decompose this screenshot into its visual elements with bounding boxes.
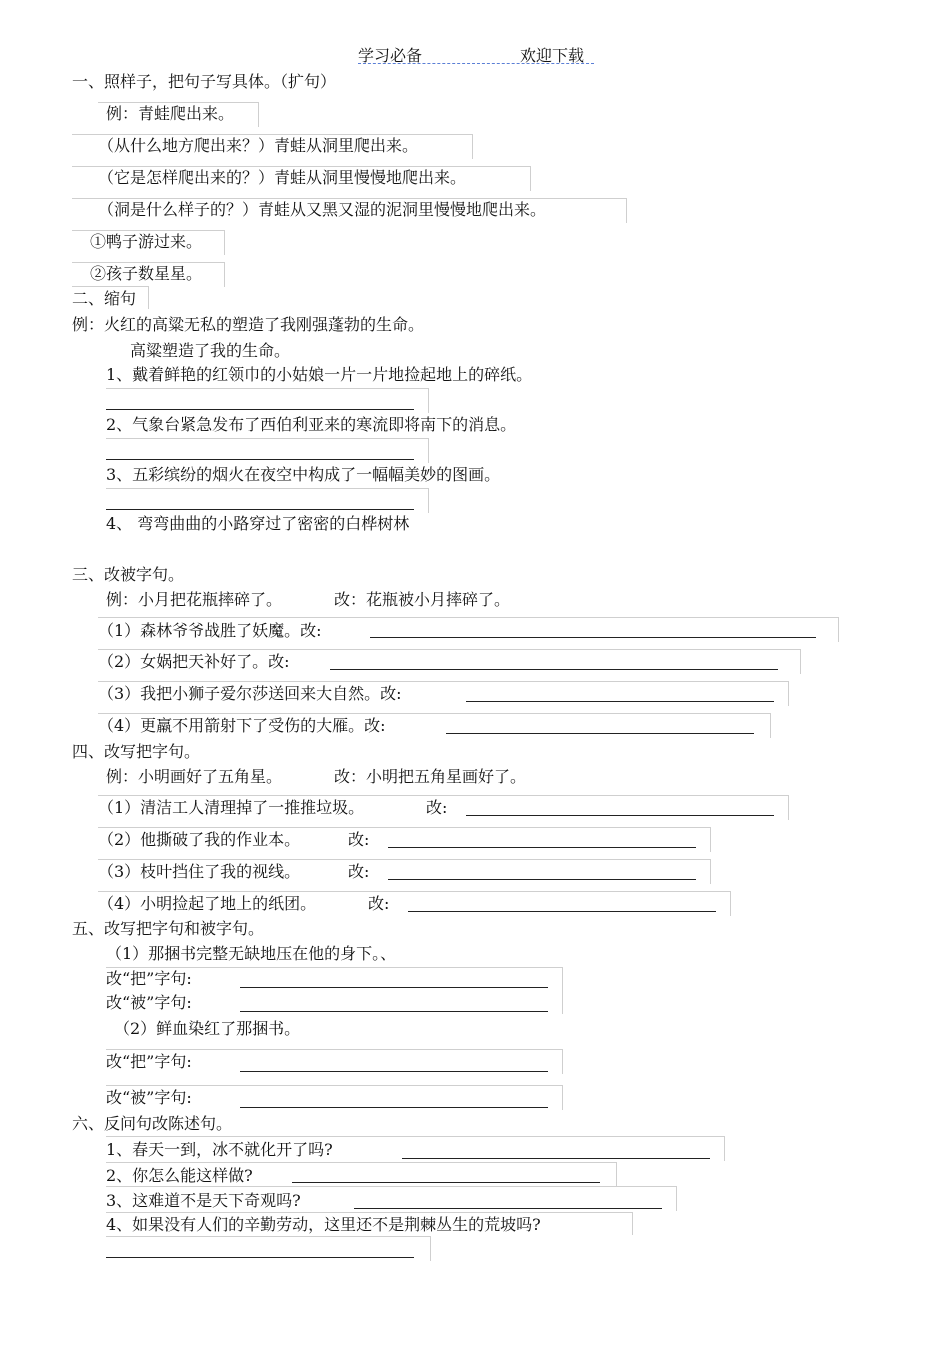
gai-label: 改: [426, 798, 448, 817]
s2-question-1: 1、戴着鲜艳的红领巾的小姑娘一片一片地捡起地上的碎纸。 [106, 365, 533, 384]
answer-line[interactable] [106, 509, 414, 510]
answer-line[interactable] [388, 847, 696, 848]
s6-question-1: 1、春天一到，冰不就化开了吗? [106, 1140, 333, 1159]
answer-line[interactable] [466, 815, 774, 816]
answer-line[interactable] [388, 879, 696, 880]
answer-line[interactable] [466, 701, 774, 702]
bei-label: 改“被”字句: [106, 1088, 192, 1107]
section-5-title: 五、改写把字句和被字句。 [72, 919, 265, 938]
s4-question-2: （2）他撕破了我的作业本。 [98, 830, 301, 849]
answer-line[interactable] [330, 669, 778, 670]
s4-question-4: （4）小明捡起了地上的纸团。 [98, 894, 317, 913]
s2-example-answer: 高粱塑造了我的生命。 [130, 341, 291, 360]
answer-line[interactable] [106, 409, 414, 410]
s1-example: 例：青蛙爬出来。 [106, 104, 235, 123]
s4-example-answer: 改：小明把五角星画好了。 [334, 767, 527, 786]
s3-question-2: （2）女娲把天补好了。改: [98, 652, 290, 671]
gai-label: 改: [348, 830, 370, 849]
answer-line[interactable] [240, 987, 548, 988]
header-left: 学习必备 [358, 46, 423, 65]
s6-question-4: 4、如果没有人们的辛勤劳动，这里还不是荆棘丛生的荒坡吗? [106, 1215, 541, 1234]
s5-question-1: （1）那捆书完整无缺地压在他的身下。、 [106, 944, 397, 963]
page-header [358, 43, 594, 64]
s1-question-2: ②孩子数星星。 [90, 264, 203, 283]
s4-question-1: （1）清洁工人清理掉了一推推垃圾。 [98, 798, 365, 817]
answer-line[interactable] [370, 637, 816, 638]
s2-question-4: 4、 弯弯曲曲的小路穿过了密密的白桦树林 [106, 514, 410, 533]
s1-question-1: ①鸭子游过来。 [90, 232, 203, 251]
ba-label: 改“把”字句: [106, 969, 192, 988]
s2-question-2: 2、气象台紧急发布了西伯利亚来的寒流即将南下的消息。 [106, 415, 517, 434]
s3-question-3: （3）我把小狮子爱尔莎送回来大自然。改: [98, 684, 402, 703]
section-1-title: 一、照样子，把句子写具体。（扩句） [72, 72, 337, 91]
section-4-title: 四、改写把字句。 [72, 742, 201, 761]
answer-line[interactable] [106, 1257, 414, 1258]
s5-question-2: （2）鲜血染红了那捆书。 [114, 1019, 301, 1038]
answer-line[interactable] [402, 1158, 710, 1159]
gai-label: 改: [348, 862, 370, 881]
s4-question-3: （3）枝叶挡住了我的视线。 [98, 862, 301, 881]
s1-example-3: （洞是什么样子的？）青蛙从又黑又湿的泥洞里慢慢地爬出来。 [98, 200, 547, 219]
s1-example-1: （从什么地方爬出来？）青蛙从洞里爬出来。 [98, 136, 419, 155]
section-3-title: 三、改被字句。 [72, 565, 185, 584]
s2-question-3: 3、五彩缤纷的烟火在夜空中构成了一幅幅美妙的图画。 [106, 465, 501, 484]
answer-line[interactable] [292, 1182, 600, 1183]
s1-example-2: （它是怎样爬出来的？）青蛙从洞里慢慢地爬出来。 [98, 168, 467, 187]
s2-example: 例：火红的高粱无私的塑造了我刚强蓬勃的生命。 [72, 315, 425, 334]
answer-line[interactable] [240, 1071, 548, 1072]
ba-label: 改“把”字句: [106, 1052, 192, 1071]
s3-example: 例：小月把花瓶摔碎了。 [106, 590, 283, 609]
answer-line[interactable] [106, 459, 414, 460]
header-right: 欢迎下载 [520, 46, 585, 65]
answer-line[interactable] [354, 1208, 662, 1209]
bei-label: 改“被”字句: [106, 993, 192, 1012]
gai-label: 改: [368, 894, 390, 913]
s3-question-4: （4）更羸不用箭射下了受伤的大雁。改: [98, 716, 386, 735]
s6-question-3: 3、这难道不是天下奇观吗? [106, 1191, 301, 1210]
s6-question-2: 2、你怎么能这样做? [106, 1166, 253, 1185]
section-2-title: 二、缩句 [72, 289, 137, 308]
answer-line[interactable] [408, 911, 716, 912]
section-6-title: 六、反问句改陈述句。 [72, 1114, 233, 1133]
s3-example-answer: 改：花瓶被小月摔碎了。 [334, 590, 511, 609]
s3-question-1: （1）森林爷爷战胜了妖魔。改: [98, 621, 322, 640]
answer-line[interactable] [240, 1107, 548, 1108]
s4-example: 例：小明画好了五角星。 [106, 767, 283, 786]
answer-line[interactable] [446, 733, 754, 734]
answer-line[interactable] [240, 1011, 548, 1012]
